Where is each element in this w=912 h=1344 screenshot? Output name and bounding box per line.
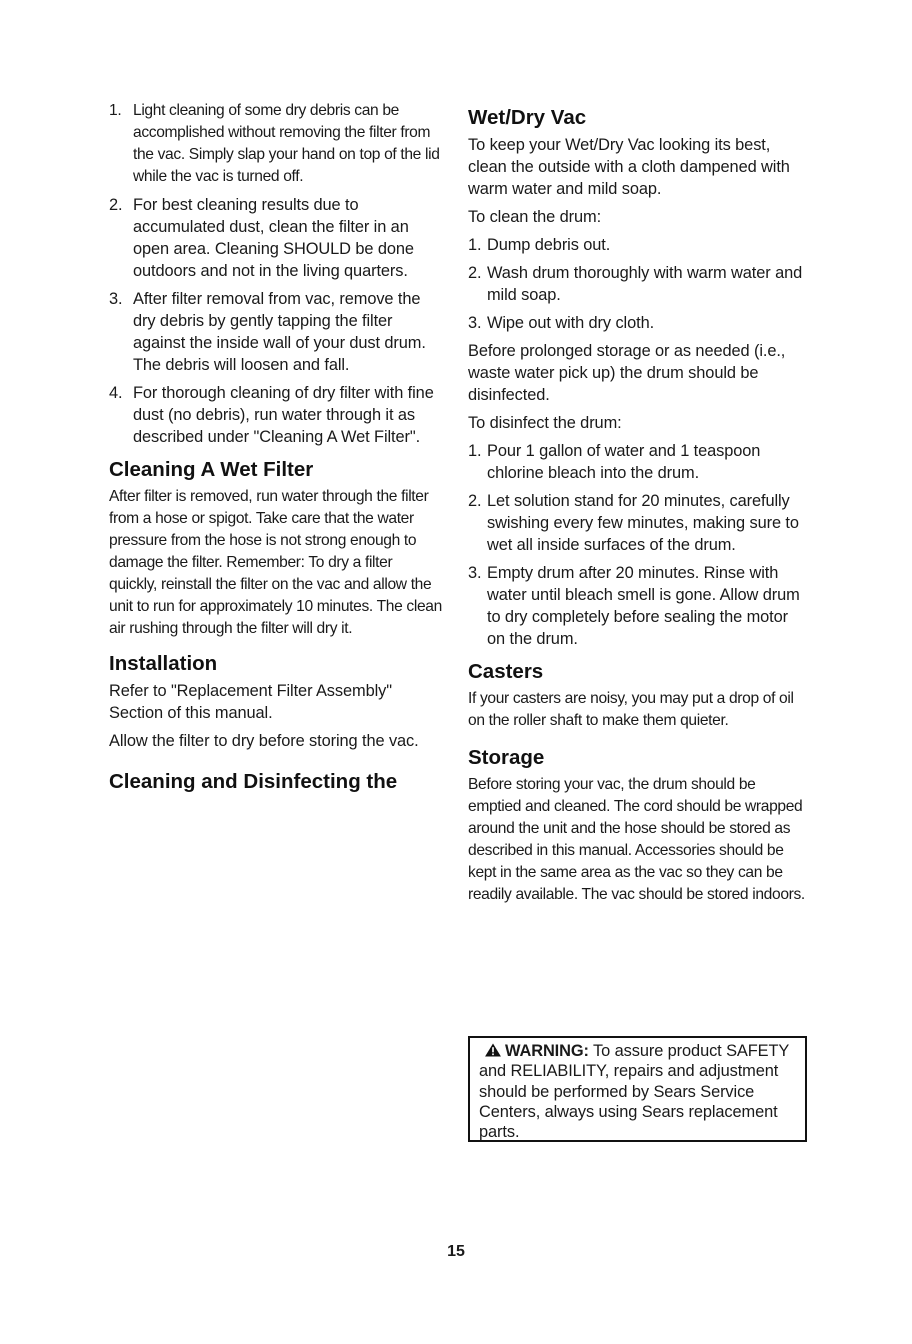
list-item	[109, 288, 444, 376]
list-text: Wash drum thoroughly with warm water and mild soap.	[487, 264, 803, 304]
drum-intro: To clean the drum:	[468, 208, 602, 226]
disinfect-intro: To disinfect the drum:	[468, 414, 622, 432]
list-text: Pour 1 gallon of water and 1 teaspoon chlorine bleach into the drum.	[487, 442, 761, 482]
section-heading-installation: Installation	[109, 652, 218, 675]
list-text: For thorough cleaning of dry filter with fine dust (no debris), run water through it as described under "Cleaning A Wet Filter".	[133, 384, 434, 446]
list-text: Dump debris out.	[487, 236, 611, 254]
section-heading-disinfecting: Cleaning and Disinfecting the	[109, 770, 398, 793]
list-text: For best cleaning results due to accumulated dust, clean the filter in an open area. Cleaning SHOULD be done outdoors and not in the living quarters.	[133, 196, 414, 280]
wet-filter-paragraph: After filter is removed, run water through the filter from a hose or spigot. Take care that the water pressure from the hose is not strong enough to damage the filter. Remember: To dry a filter quickly, reinstall the filter on the vac and allow the unit to run for approximately 10 minutes. The clean air rushing through the filter will dry it.	[109, 488, 442, 637]
list-item	[468, 440, 808, 484]
dry-filter-cleaning-list	[109, 100, 444, 448]
list-item	[468, 490, 808, 556]
warning-label: WARNING:	[505, 1042, 589, 1060]
section-heading-wet-dry-vac: Wet/Dry Vac	[468, 106, 587, 129]
list-number: 2.	[468, 264, 482, 282]
casters-paragraph: If your casters are noisy, you may put a drop of oil on the roller shaft to make them quieter.	[468, 690, 794, 729]
list-item	[468, 262, 808, 306]
warning-triangle-icon	[484, 1043, 502, 1057]
list-text: Let solution stand for 20 minutes, carefully swishing every few minutes, making sure to wet all inside surfaces of the drum.	[487, 492, 799, 554]
right-column	[468, 106, 808, 906]
installation-paragraph: Allow the filter to dry before storing the vac.	[109, 732, 419, 750]
list-item	[109, 100, 444, 188]
disinfect-steps	[468, 440, 808, 650]
section-heading-wet-filter: Cleaning A Wet Filter	[109, 458, 314, 481]
list-number: 3.	[109, 290, 123, 308]
section-heading-casters: Casters	[468, 660, 544, 683]
storage-paragraph: Before storing your vac, the drum should be emptied and cleaned. The cord should be wrapped around the unit and the hose should be stored as described in this manual. Accessories should be kept in the same area as the vac so they can be readily available. The vac should be stored indoors.	[468, 776, 805, 903]
warning-box	[468, 1036, 807, 1142]
list-item	[468, 312, 808, 334]
installation-paragraph: Refer to "Replacement Filter Assembly" Section of this manual.	[109, 682, 392, 722]
page-number: 15	[447, 1243, 465, 1260]
list-number: 2.	[468, 492, 482, 510]
left-column	[109, 100, 444, 794]
list-number: 4.	[109, 384, 123, 402]
list-number: 3.	[468, 314, 482, 332]
list-number: 3.	[468, 564, 482, 582]
list-number: 2.	[109, 196, 123, 214]
list-item	[468, 562, 808, 650]
list-text: Wipe out with dry cloth.	[487, 314, 655, 332]
list-item	[109, 194, 444, 282]
list-number: 1.	[468, 442, 482, 460]
vac-intro-paragraph: To keep your Wet/Dry Vac looking its best, clean the outside with a cloth dampened with warm water and mild soap.	[468, 136, 790, 198]
list-text: Empty drum after 20 minutes. Rinse with water until bleach smell is gone. Allow drum to dry completely before sealing the motor on the drum.	[487, 564, 800, 648]
list-text: After filter removal from vac, remove the dry debris by gently tapping the filter against the inside wall of your dust drum. The debris will loosen and fall.	[133, 290, 426, 374]
list-item	[468, 234, 808, 256]
list-number: 1.	[468, 236, 482, 254]
warning-text: To assure product SAFETY and RELIABILITY, repairs and adjustment should be performed by Sears Service Centers, always using Sears replacement parts.	[479, 1042, 789, 1142]
list-item	[109, 382, 444, 448]
drum-cleaning-steps	[468, 234, 808, 334]
section-heading-storage: Storage	[468, 746, 545, 769]
list-number: 1.	[109, 102, 122, 119]
list-text: Light cleaning of some dry debris can be accomplished without removing the filter from the vac. Simply slap your hand on top of the lid while the vac is turned off.	[133, 102, 440, 185]
storage-note-paragraph: Before prolonged storage or as needed (i.e., waste water pick up) the drum should be disinfected.	[468, 342, 786, 404]
